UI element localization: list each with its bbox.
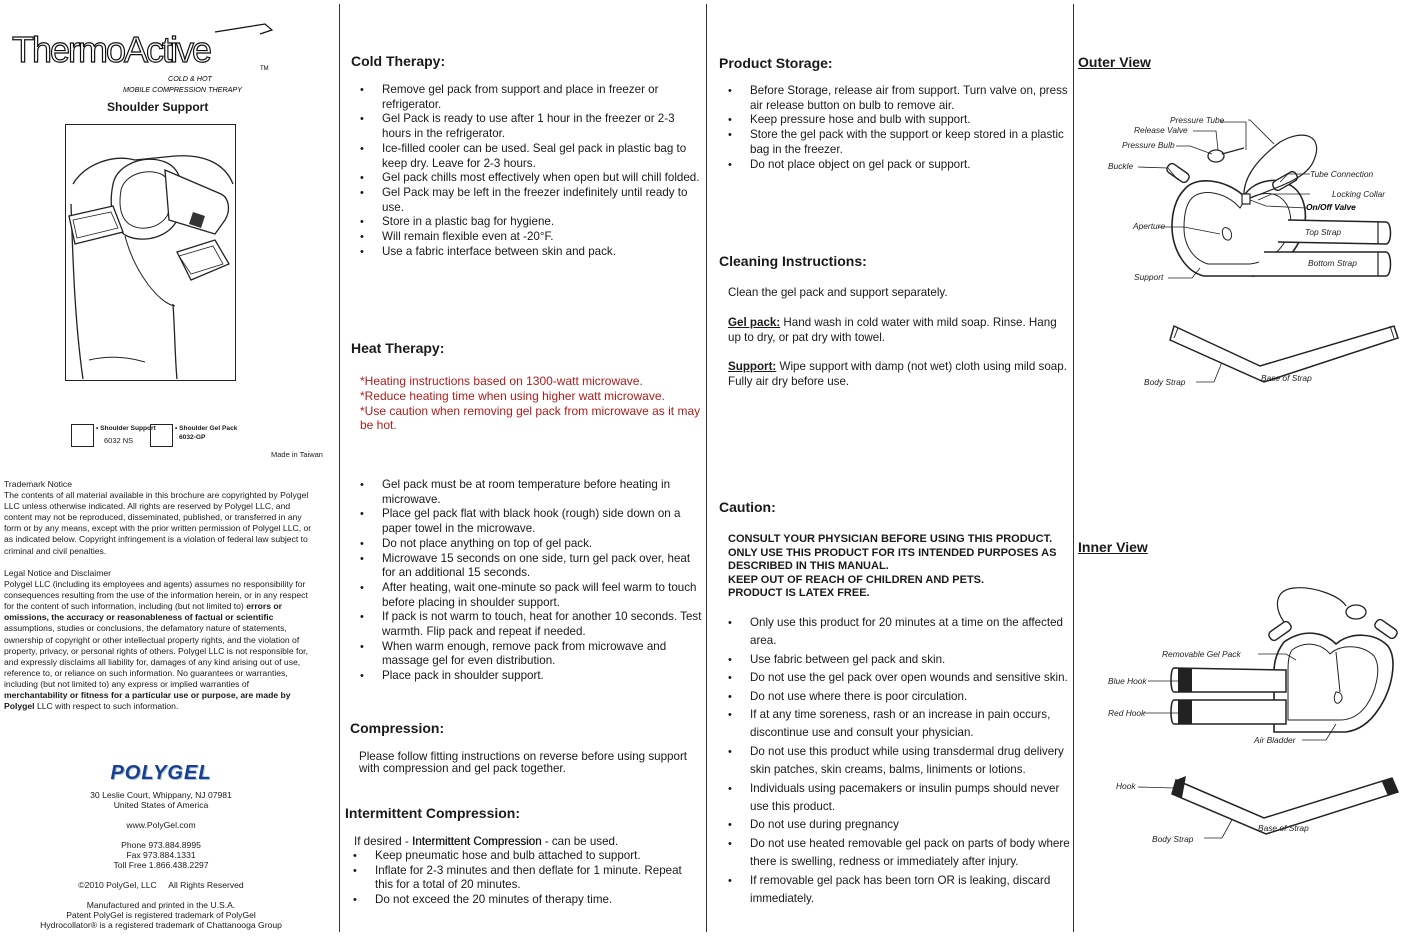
list-item: • Do not exceed the 20 minutes of therapy time.: [351, 893, 703, 908]
label-removable-gel-pack: Removable Gel Pack: [1162, 649, 1241, 659]
list-item: • Use fabric between gel pack and skin.: [726, 651, 1070, 669]
label-base-of-strap: Base of Strap: [1261, 373, 1312, 383]
label-inner-body-strap: Body Strap: [1152, 834, 1194, 844]
company-address-1: 30 Leslie Court, Whippany, NJ 07981: [90, 790, 232, 800]
order-item-support-code: 6032 NS: [104, 436, 134, 445]
company-hydrocollator: Hydrocollator® is a registered trademark of Chattanooga Group: [40, 920, 282, 930]
label-aperture: Aperture: [1133, 221, 1166, 231]
label-hook: Hook: [1116, 781, 1136, 791]
list-item: • Use a fabric interface between skin and pack.: [358, 245, 702, 260]
logo-thermo-text: ThermoActive: [12, 29, 211, 70]
list-item: • Do not use this product while using transdermal drug delivery skin patches, skin creams, balms, liniments or lotions.: [726, 743, 1070, 780]
list-item: • Do not use the gel pack over open wounds and sensitive skin.: [726, 669, 1070, 687]
logo-subtitle-1: COLD & HOT: [168, 74, 212, 83]
order-item-gelpack-code: 6032-GP: [179, 434, 206, 441]
logo-subtitle-2: MOBILE COMPRESSION THERAPY: [123, 85, 243, 94]
label-tube-connection: Tube Connection: [1310, 169, 1374, 179]
list-item: • Gel Pack is ready to use after 1 hour in the freezer or 2-3 hours in the refrigerator.: [358, 112, 702, 141]
list-item: • Keep pneumatic hose and bulb attached to support.: [351, 849, 703, 864]
cleaning-title: Cleaning Instructions:: [719, 253, 867, 269]
list-item: • Keep pressure hose and bulb with support.: [726, 113, 1068, 128]
list-item: • Store the gel pack with the support or keep stored in a plastic bag in the freezer.: [726, 128, 1068, 157]
label-buckle: Buckle: [1108, 161, 1134, 171]
list-item: • Do not use where there is poor circulation.: [726, 688, 1070, 706]
label-inner-base-of-strap: Base of Strap: [1258, 823, 1309, 833]
heat-warning-line: *Heating instructions based on 1300-watt microwave.: [360, 374, 643, 388]
order-item-support-name: • Shoulder Support: [96, 425, 156, 432]
list-item: • Remove gel pack from support and place in freezer or refrigerator.: [358, 83, 702, 112]
order-box-gelpack: [150, 424, 173, 447]
list-item: • Place gel pack flat with black hook (rough) side down on a paper towel in the microwave.: [358, 507, 702, 536]
cold-therapy-list: [358, 83, 702, 259]
intermittent-intro: If desired - Intermittent Compression - can be used.: [354, 835, 619, 848]
label-body-strap: Body Strap: [1144, 377, 1186, 387]
list-item: • Before Storage, release air from support. Turn valve on, press air release button on bulb to remove air.: [726, 84, 1068, 113]
label-air-bladder: Air Bladder: [1254, 735, 1296, 745]
legal-title: Legal Notice and Disclaimer: [4, 568, 111, 578]
list-item: • Do not use during pregnancy: [726, 816, 1070, 834]
polygel-logo: POLYGEL: [110, 762, 212, 784]
column-third: [707, 0, 1073, 936]
label-pressure-bulb: Pressure Bulb: [1122, 140, 1175, 150]
caution-warning-line: PRODUCT IS LATEX FREE.: [728, 587, 870, 599]
company-tollfree: Toll Free 1.866.438.2297: [113, 860, 209, 870]
list-item: • Only use this product for 20 minutes at a time on the affected area.: [726, 614, 1070, 651]
list-item: • Inflate for 2-3 minutes and then deflate for 1 minute. Repeat this for a total of 20 minutes.: [351, 864, 703, 893]
legal-body: Polygel LLC (including its employees and agents) assumes no responsibility for consequences resulting from the use of the information herein, or in any respect for the content of such information, including (but not limited to) errors or omissions, the accuracy or reasonableness of factual or scientific assumptions, studies or conclusions, the defamatory nature of statements, ownership of copyright or other intellectual property rights, and the violation of property, privacy, or personal rights of others. Polygel LLC is not responsible for, and expressly disclaims all liability for, damages of any kind arising out of use, reference to, or reliance on such information. No guarantees or warranties, including (but not limited to) any express or implied warranties of merchantability or fitness for a particular use or purpose, are made by Polygel LLC with respect to such information.: [4, 579, 308, 712]
compression-text: Please follow fitting instructions on reverse before using support with compression and gel pack together.: [359, 750, 688, 775]
caution-warning-line: KEEP OUT OF REACH OF CHILDREN AND PETS.: [728, 573, 985, 586]
caution-warning-block: [728, 533, 1056, 601]
list-item: • Do not place object on gel pack or support.: [726, 158, 1068, 173]
caution-warning-line: ONLY USE THIS PRODUCT FOR ITS INTENDED PURPOSES AS: [728, 546, 1057, 559]
inner-view-diagram: [1074, 580, 1412, 850]
caution-warning-line: DESCRIBED IN THIS MANUAL.: [728, 560, 889, 572]
list-item: • Individuals using pacemakers or insulin pumps should never use this product.: [726, 780, 1070, 817]
cleaning-intro: Clean the gel pack and support separately.: [728, 286, 948, 299]
column-second: [340, 0, 706, 936]
cold-therapy-title: Cold Therapy:: [351, 53, 446, 69]
label-locking-collar: Locking Collar: [1332, 189, 1386, 199]
heat-warning-line: *Use caution when removing gel pack from microwave as it may be hot.: [360, 403, 701, 433]
company-made-usa: Manufactured and printed in the U.S.A.: [86, 900, 236, 910]
company-patent: Patent PolyGel is registered trademark of PolyGel: [66, 910, 256, 920]
label-bottom-strap: Bottom Strap: [1308, 258, 1357, 268]
list-item: • Microwave 15 seconds on one side, turn gel pack over, heat for an additional 15 seconds.: [358, 552, 702, 581]
list-item: • Place pack in shoulder support.: [358, 669, 702, 684]
company-info: [0, 790, 322, 930]
made-in-label: Made in Taiwan: [271, 450, 323, 459]
list-item: • If removable gel pack has been torn OR is leaking, discard immediately.: [726, 872, 1070, 909]
inner-view-title: Inner View: [1078, 539, 1148, 555]
outer-view-title: Outer View: [1078, 54, 1151, 70]
legal-notice: [4, 568, 312, 712]
label-blue-hook: Blue Hook: [1108, 676, 1147, 686]
intermittent-compression-title: Intermittent Compression:: [345, 805, 521, 821]
column-right: [1074, 0, 1412, 936]
caution-warning-line: CONSULT YOUR PHYSICIAN BEFORE USING THIS PRODUCT.: [728, 533, 1053, 545]
heat-warning-line: *Reduce heating time when using higher watt microwave.: [360, 388, 665, 403]
heat-therapy-title: Heat Therapy:: [351, 340, 445, 356]
list-item: • After heating, wait one-minute so pack will feel warm to touch before placing in shoulder support.: [358, 581, 702, 610]
product-title: Shoulder Support: [107, 100, 209, 114]
caution-title: Caution:: [719, 499, 776, 515]
list-item: • Do not place anything on top of gel pack.: [358, 537, 702, 552]
trademark-title: Trademark Notice: [4, 479, 72, 489]
shoulder-support-illustration: [65, 124, 237, 382]
label-onoff-valve: On/Off Valve: [1306, 202, 1356, 212]
label-pressure-tube: Pressure Tube: [1170, 115, 1225, 125]
company-address-2: United States of America: [113, 800, 209, 810]
label-release-valve: Release Valve: [1134, 125, 1188, 135]
column-left: [0, 0, 339, 936]
label-red-hook: Red Hook: [1108, 708, 1146, 718]
label-support: Support: [1134, 272, 1164, 282]
list-item: • Gel pack must be at room temperature before heating in microwave.: [358, 478, 702, 507]
list-item: • Gel pack chills most effectively when open but will chill folded.: [358, 171, 702, 186]
list-item: • Ice-filled cooler can be used. Seal gel pack in plastic bag to keep dry. Leave for 2-3 hours.: [358, 142, 702, 171]
list-item: • If pack is not warm to touch, heat for another 10 seconds. Test warmth. Flip pack and repeat if needed.: [358, 610, 702, 639]
company-copyright: ©2010 PolyGel, LLC All Rights Reserved: [78, 880, 244, 890]
logo-tm: TM: [260, 66, 269, 72]
label-top-strap: Top Strap: [1305, 227, 1342, 237]
company-fax: Fax 973.884.1331: [126, 850, 196, 860]
list-item: • Will remain flexible even at -20°F.: [358, 230, 702, 245]
list-item: • Gel Pack may be left in the freezer indefinitely until ready to use.: [358, 186, 702, 215]
order-item-gelpack-name: • Shoulder Gel Pack: [175, 425, 238, 432]
list-item: • Do not use heated removable gel pack on parts of body where there is swelling, redness or immediately after injury.: [726, 835, 1070, 872]
list-item: • When warm enough, remove pack from microwave and massage gel for even distribution.: [358, 640, 702, 669]
cleaning-support: Support: Wipe support with damp (not wet) cloth using mild soap. Fully air dry before use.: [728, 360, 1067, 388]
intermittent-list: [351, 849, 703, 908]
trademark-body: The contents of all material available in this brochure are copyrighted by Polygel LLC unless otherwise indicated. All rights are reserved by Polygel LLC, and content may not be reproduced, disseminated, published, or transferred in any form or by any means, except with the prior written permission of Polygel LLC, or as indicated below. Copyright infringement is a violation of federal law subject to criminal and civil penalties.: [4, 490, 312, 556]
heat-warnings: [360, 374, 702, 433]
product-storage-list: [726, 84, 1068, 172]
list-item: • Store in a plastic bag for hygiene.: [358, 215, 702, 230]
company-website: www.PolyGel.com: [126, 820, 196, 830]
cleaning-gel-pack: Gel pack: Hand wash in cold water with mild soap. Rinse. Hang up to dry, or pat dry with towel.: [728, 316, 1057, 344]
caution-list: [726, 614, 1070, 909]
outer-view-diagram: [1074, 100, 1412, 400]
company-phone: Phone 973.884.8995: [121, 840, 201, 850]
compression-title: Compression:: [350, 720, 445, 736]
trademark-notice: [4, 479, 312, 557]
thermoactive-logo: [10, 22, 290, 96]
list-item: • If at any time soreness, rash or an increase in pain occurs, discontinue use and consult your physician.: [726, 706, 1070, 743]
product-storage-title: Product Storage:: [719, 55, 833, 71]
heat-therapy-list: [358, 478, 702, 684]
order-box-support: [71, 424, 94, 447]
